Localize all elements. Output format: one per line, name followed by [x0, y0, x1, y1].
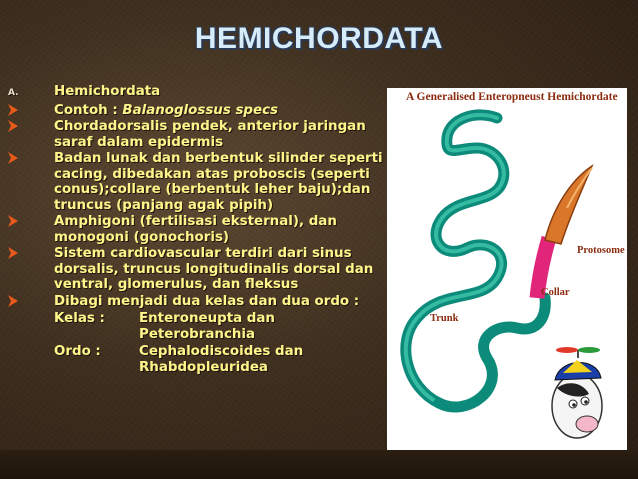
list-item	[8, 294, 388, 310]
kelas-row	[54, 311, 388, 342]
figure-title: A Generalised Enteropneust Hemichordate	[406, 91, 618, 103]
label-collar: Collar	[541, 287, 570, 298]
ordo-label: Ordo :	[54, 344, 101, 359]
kelas-label: Kelas :	[54, 311, 105, 326]
arrow-bullet-icon	[8, 214, 54, 227]
bullet-list	[8, 84, 388, 375]
arrow-bullet-icon	[8, 151, 54, 164]
example-prefix: Contoh :	[54, 102, 123, 118]
hemichordate-illustration	[387, 88, 627, 450]
label-trunk: Trunk	[430, 313, 459, 324]
list-item-text: Chordadorsalis pendek, anterior jaringan saraf dalam epidermis	[54, 119, 366, 150]
list-item	[8, 84, 388, 102]
list-marker-letter: A.	[8, 88, 19, 98]
arrow-bullet-icon	[8, 294, 54, 307]
list-item	[8, 246, 388, 293]
list-item-text: Hemichordata	[54, 84, 161, 99]
list-item	[8, 103, 388, 119]
footer-band	[0, 450, 638, 479]
list-item-text: Dibagi menjadi dua kelas dan dua ordo :	[54, 293, 360, 309]
arrow-bullet-icon	[8, 246, 54, 259]
list-item	[8, 151, 388, 213]
arrow-bullet-icon	[8, 119, 54, 132]
list-item	[8, 119, 388, 150]
ordo-row	[54, 344, 388, 375]
list-item-text: Badan lunak dan berbentuk silinder seperti cacing, dibedakan atas proboscis (seperti conus);collare (berbentuk leher baju);dan truncus (panjang agak pipih)	[54, 151, 383, 213]
worm-drawing	[387, 88, 627, 450]
arrow-bullet-icon	[8, 103, 54, 116]
ordo-value: Cephalodiscoides dan Rhabdopleuridea	[139, 344, 304, 375]
label-protosome: Protosome	[577, 245, 625, 256]
kelas-value: Enteroneupta dan Peterobranchia	[139, 311, 275, 342]
slide-title: HEMICHORDATA	[194, 22, 444, 55]
species-name: Balanoglossus specs	[122, 102, 279, 118]
list-item	[8, 214, 388, 245]
list-item-text: Amphigoni (fertilisasi eksternal), dan monogoni (gonochoris)	[54, 214, 337, 245]
list-item-text: Sistem cardiovascular terdiri dari sinus dorsalis, truncus longitudinalis dorsal dan ventral, glomerulus, dan fleksus	[54, 246, 374, 292]
cow-mascot-icon	[552, 347, 602, 438]
list-item-text	[54, 103, 388, 119]
